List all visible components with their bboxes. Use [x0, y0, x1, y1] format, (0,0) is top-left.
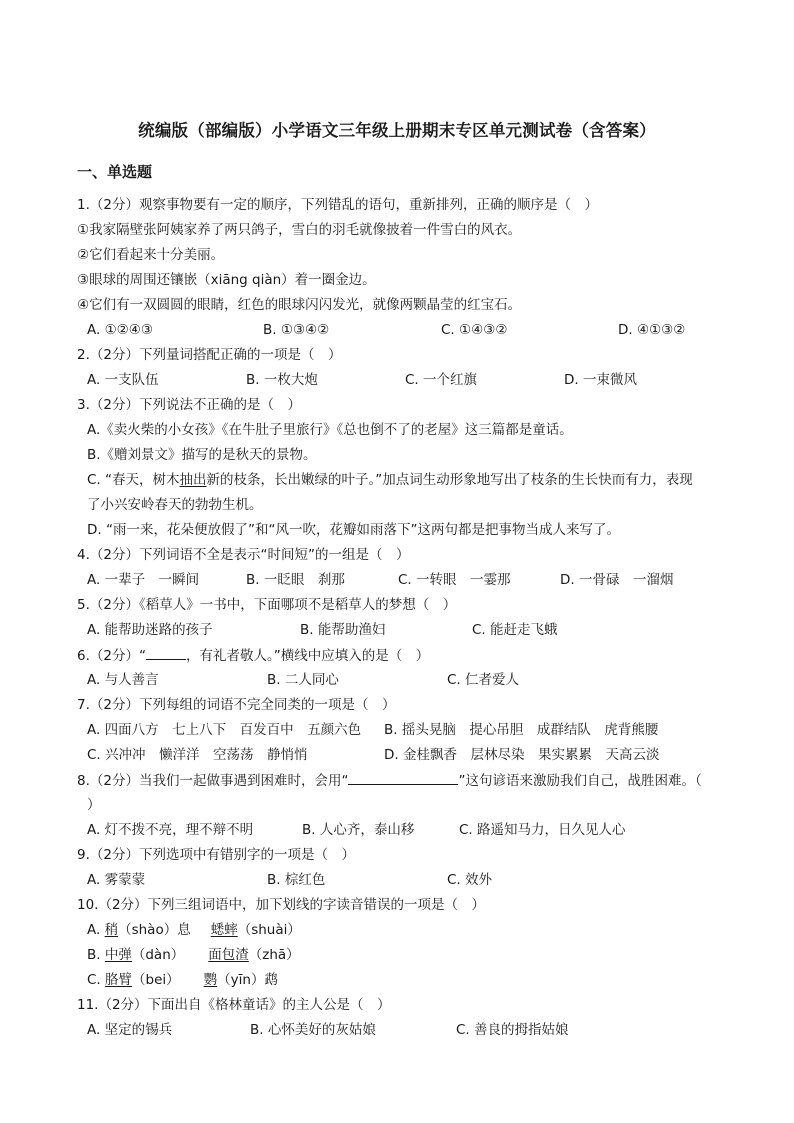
question-11-option-c[interactable]: C. 善良的拇指姑娘: [456, 1022, 569, 1038]
question-6-stem-text-rest: ，有礼者敬人。”横线中应填入的是（ ）: [185, 648, 430, 664]
question-6-option-c[interactable]: C. 仁者爱人: [447, 672, 520, 688]
question-8-stem-text: 8.（2分）当我们一起做事遇到困难时，会用“: [77, 773, 349, 789]
question-9-option-a[interactable]: A. 雾蒙蒙: [87, 872, 146, 888]
question-3-option-d[interactable]: D. “雨一来，花朵便放假了”和“风一吹，花瓣如雨落下”这两句都是把事物当成人来写了。: [87, 522, 620, 538]
question-7-option-c[interactable]: C. 兴冲冲 懒洋洋 空荡荡 静悄悄: [87, 747, 308, 763]
question-7-option-a[interactable]: A. 四面八方 七上八下 百发百中 五颜六色: [87, 722, 362, 738]
question-1-option-b[interactable]: B. ①③④②: [263, 322, 330, 338]
fill-blank[interactable]: [348, 771, 458, 785]
question-3-option-c-text-rest: 新的枝条，长出嫩绿的叶子。”加点词生动形象地写出了枝条的生长快而有力，表现: [206, 472, 693, 488]
underlined-char: 鹦: [203, 972, 218, 988]
question-11-option-b[interactable]: B. 心怀美好的灰姑娘: [250, 1022, 376, 1038]
question-10-stem: 10.（2分）下列三组词语中，加下划线的字读音错误的一项是（ ）: [77, 897, 486, 913]
question-2-stem: 2.（2分）下列量词搭配正确的一项是（ ）: [77, 347, 342, 363]
question-2-option-b[interactable]: B. 一枚大炮: [246, 372, 318, 388]
question-9-option-b[interactable]: B. 棕红色: [267, 872, 326, 888]
question-3-option-c[interactable]: [87, 471, 693, 489]
question-9-option-c[interactable]: C. 效外: [447, 872, 493, 888]
pinyin: （zhā）: [248, 947, 300, 963]
question-1-option-d[interactable]: D. ④①③②: [618, 322, 686, 338]
question-7-option-b[interactable]: B. 摇头晃脑 提心吊胆 成群结队 虎背熊腰: [384, 722, 659, 738]
question-3-option-c-underlined: 抽出: [179, 472, 207, 488]
question-6-option-b[interactable]: B. 二人同心: [267, 672, 339, 688]
question-2-option-d[interactable]: D. 一束微风: [564, 372, 637, 388]
question-3-stem: 3.（2分）下列说法不正确的是（ ）: [77, 397, 301, 413]
question-2-option-a[interactable]: A. 一支队伍: [87, 372, 159, 388]
question-10-option-c[interactable]: [87, 971, 278, 989]
underlined-char: 胳臂: [105, 972, 133, 988]
question-9-stem: 9.（2分）下列选项中有错别字的一项是（ ）: [77, 847, 355, 863]
option-label: A.: [87, 922, 105, 938]
question-3-option-c-continued: 了小兴安岭春天的勃勃生机。: [87, 497, 263, 513]
question-3-option-b[interactable]: B.《赠刘景文》描写的是秋天的景物。: [87, 447, 317, 463]
question-5-option-b[interactable]: B. 能帮助渔妇: [300, 622, 386, 638]
question-1-sentence-2: ②它们看起来十分美丽。: [77, 247, 225, 263]
question-8-option-b[interactable]: B. 人心齐，泰山移: [302, 822, 415, 838]
option-label: B.: [87, 947, 105, 963]
question-11-option-a[interactable]: A. 坚定的锡兵: [87, 1022, 173, 1038]
pinyin: （shuài）: [237, 922, 301, 938]
question-3-option-a[interactable]: A.《卖火柴的小女孩》《在牛肚子里旅行》《总也倒不了的老屋》这三篇都是童话。: [87, 422, 573, 438]
pinyin: （shào）息: [118, 922, 191, 938]
pinyin: （bei）: [132, 972, 180, 988]
question-11-stem: 11.（2分）下面出自《格林童话》的主人公是（ ）: [77, 997, 391, 1013]
fill-blank[interactable]: [146, 646, 186, 660]
underlined-char: 面包渣: [208, 947, 249, 963]
section-heading: 一、单选题: [77, 163, 153, 181]
underlined-char: 中弹: [104, 947, 132, 963]
option-label: C.: [87, 972, 106, 988]
question-4-option-d[interactable]: D. 一骨碌 一溜烟: [560, 572, 674, 588]
pinyin: （dàn）: [131, 947, 185, 963]
question-1-option-a[interactable]: A. ①②④③: [87, 322, 153, 338]
question-2-option-c[interactable]: C. 一个红旗: [405, 372, 478, 388]
question-1-sentence-4: ④它们有一双圆圆的眼睛，红色的眼球闪闪发光，就像两颗晶莹的红宝石。: [77, 297, 522, 313]
underlined-char: 蟋蟀: [210, 922, 238, 938]
question-1-stem: 1.（2分）观察事物要有一定的顺序，下列错乱的语句，重新排列，正确的顺序是（ ）: [77, 197, 598, 213]
underlined-char: 稍: [104, 922, 119, 938]
question-4-option-b[interactable]: B. 一眨眼 刹那: [246, 572, 345, 588]
question-8-stem-text-rest: ”这句谚语来激励我们自己，战胜困难。（: [458, 773, 702, 789]
question-3-option-c-text: C. “春天，树木: [87, 472, 180, 488]
question-10-option-a[interactable]: [87, 921, 301, 939]
question-6-stem: [77, 646, 429, 665]
pinyin: （yīn）鹉: [217, 972, 278, 988]
question-7-stem: 7.（2分）下列每组的词语不完全同类的一项是（ ）: [77, 697, 396, 713]
page-title: 统编版（部编版）小学语文三年级上册期末专区单元测试卷（含答案）: [138, 121, 656, 140]
question-6-stem-text: 6.（2分）“: [77, 648, 146, 664]
question-10-option-b[interactable]: [87, 946, 300, 964]
question-7-option-d[interactable]: D. 金桂飘香 层林尽染 果实累累 天高云淡: [384, 747, 660, 763]
question-8-option-c[interactable]: C. 路遥知马力，日久见人心: [459, 822, 626, 838]
question-5-option-a[interactable]: A. 能帮助迷路的孩子: [87, 622, 213, 638]
question-5-option-c[interactable]: C. 能赶走飞蛾: [472, 622, 558, 638]
question-8-option-a[interactable]: A. 灯不拨不亮，理不辩不明: [87, 822, 254, 838]
question-4-stem: 4.（2分）下列词语不全是表示“时间短”的一组是（ ）: [77, 547, 410, 563]
question-8-stem: [77, 771, 702, 790]
question-4-option-c[interactable]: C. 一转眼 一霎那: [398, 572, 511, 588]
question-1-sentence-1: ①我家隔壁张阿姨家养了两只鸽子，雪白的羽毛就像披着一件雪白的风衣。: [77, 222, 522, 238]
question-6-option-a[interactable]: A. 与人善言: [87, 672, 159, 688]
question-8-stem-continued: ）: [87, 797, 101, 813]
question-1-sentence-3: ③眼球的周围还镶嵌（xiāng qiàn）着一圈金边。: [77, 272, 376, 288]
question-1-option-c[interactable]: C. ①④③②: [441, 322, 508, 338]
question-4-option-a[interactable]: A. 一辈子 一瞬间: [87, 572, 200, 588]
question-5-stem: 5.（2分）《稻草人》一书中，下面哪项不是稻草人的梦想（ ）: [77, 597, 457, 613]
